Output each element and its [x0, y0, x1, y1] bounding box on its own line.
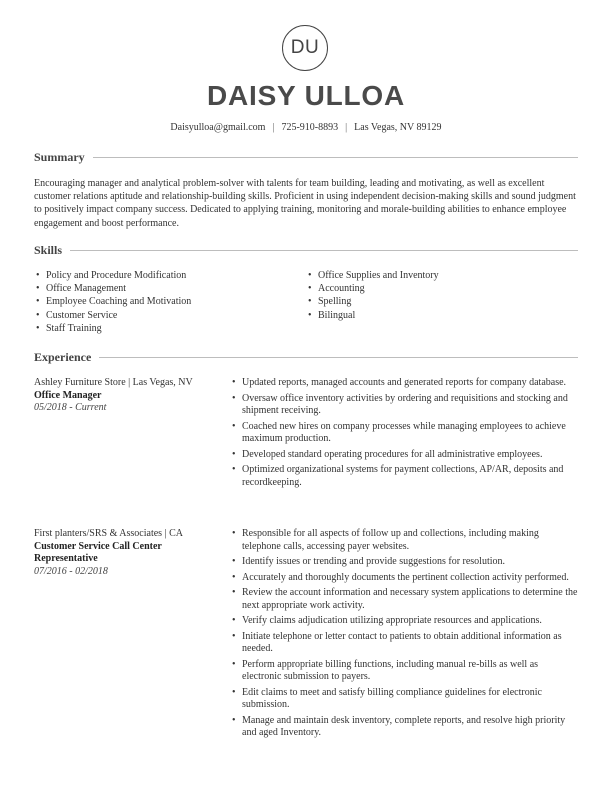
job-bullet: • Responsible for all aspects of follow up and collections, including making telephone calls, accessing payer websites.	[232, 528, 578, 553]
contact-phone: 725-910-8893	[281, 122, 339, 133]
section-divider	[34, 357, 578, 358]
job-bullet: • Coached new hires on company processes while managing employees to achieve maximum production.	[232, 421, 578, 446]
skill-item: • Bilingual	[306, 309, 566, 322]
job-role: Office Manager	[34, 389, 102, 401]
skills-title: Skills	[34, 243, 70, 258]
job-dates: 07/2016 - 02/2018	[34, 565, 108, 577]
job-bullet: • Review the account information and necessary system applications to determine the next appropriate work activity.	[232, 587, 578, 612]
summary-heading	[34, 150, 578, 164]
skill-item: • Spelling	[306, 295, 566, 308]
section-divider	[34, 157, 578, 158]
contact-location: Las Vegas, NV 89129	[354, 122, 442, 133]
skill-item: • Office Management	[34, 282, 294, 295]
skill-item: • Staff Training	[34, 322, 294, 335]
skill-item: • Office Supplies and Inventory	[306, 269, 566, 282]
contact-line	[0, 122, 612, 133]
contact-separator: |	[345, 122, 348, 133]
job-info	[34, 377, 224, 415]
job-dates: 05/2018 - Current	[34, 402, 107, 413]
job-bullet: • Edit claims to meet and satisfy billing compliance guidelines for electronic submission.	[232, 687, 578, 712]
job-bullet: • Identify issues or trending and provide suggestions for resolution.	[232, 556, 578, 569]
skills-left-list	[34, 269, 294, 335]
job-role: Customer Service Call Center Representative	[34, 540, 162, 564]
job-company: First planters/SRS & Associates | CA	[34, 528, 183, 539]
job-company: Ashley Furniture Store | Las Vegas, NV	[34, 377, 193, 388]
skills-heading	[34, 243, 578, 257]
job-bullet: • Updated reports, managed accounts and generated reports for company database.	[232, 377, 578, 390]
job-bullet: • Optimized organizational systems for payment collections, AP/AR, deposits and recordkeeping.	[232, 464, 578, 489]
job-bullet: • Verify claims adjudication utilizing appropriate resources and applications.	[232, 615, 578, 628]
experience-heading	[34, 350, 578, 364]
skill-item: • Employee Coaching and Motivation	[34, 295, 294, 308]
skill-item: • Policy and Procedure Modification	[34, 269, 294, 282]
job-bullet: • Initiate telephone or letter contact to patients to obtain additional information as needed.	[232, 631, 578, 656]
contact-separator: |	[272, 122, 275, 133]
summary-text: Encouraging manager and analytical problem-solver with talents for team building, leading and motivating, as well as excellent customer relations aptitude and relationship-building skills. Proficient in using independent decision-making skills and sound judgment to positively impact company success. Dedicated to applying training, monitoring and morale-building abilities to enhance employee engagement and boost performance.	[34, 178, 576, 229]
skill-item: • Accounting	[306, 282, 566, 295]
job-info	[34, 528, 224, 578]
job-bullet: • Perform appropriate billing functions, including manual re-bills as well as electronic submission to payers.	[232, 659, 578, 684]
skill-item: • Customer Service	[34, 309, 294, 322]
contact-email: Daisyulloa@gmail.com	[170, 122, 266, 133]
job-bullets	[232, 377, 578, 492]
candidate-name: DAISY ULLOA	[206, 80, 406, 111]
skills-right-list	[306, 269, 566, 322]
job-bullets	[232, 528, 578, 743]
job-bullet: • Accurately and thoroughly documents the pertinent collection activity performed.	[232, 572, 578, 585]
section-divider	[34, 250, 578, 251]
summary-title: Summary	[34, 150, 93, 165]
experience-title: Experience	[34, 350, 99, 365]
job-bullet: • Manage and maintain desk inventory, complete reports, and resolve high priority and aged Inventory.	[232, 715, 578, 740]
initials-monogram: DU	[282, 25, 328, 71]
job-bullet: • Oversaw office inventory activities by ordering and requisitions and stocking and shipment receiving.	[232, 393, 578, 418]
job-bullet: • Developed standard operating procedures for all administrative employees.	[232, 449, 578, 462]
